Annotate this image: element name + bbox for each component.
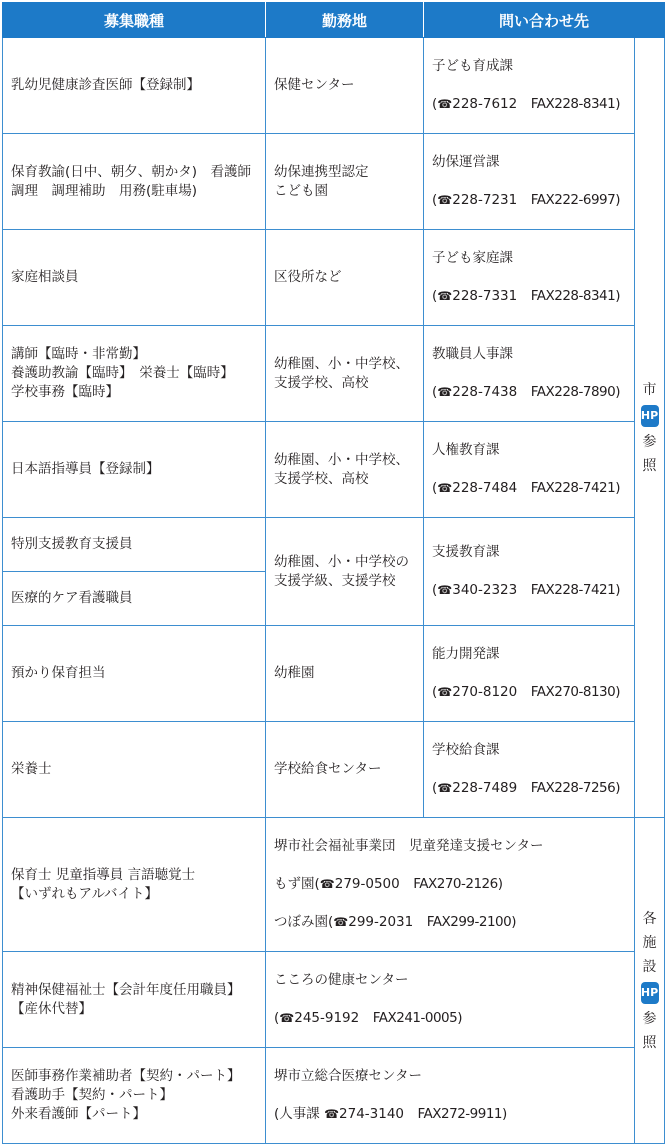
- telephone-icon: ☎: [437, 583, 453, 597]
- fax-number: FAX228-7421: [530, 480, 616, 496]
- telephone-icon: ☎: [324, 1107, 340, 1121]
- phone-number: 228-7484: [452, 480, 518, 496]
- table-row: [3, 818, 665, 952]
- header-job: 募集職種: [3, 3, 266, 38]
- telephone-icon: ☎: [437, 289, 453, 303]
- place-cell: 幼稚園、小・中学校、 支援学校、高校: [266, 422, 424, 518]
- phone-fax-line: (☎228-7438 FAX228-7890): [432, 384, 621, 400]
- dept-name: 子ども育成課: [432, 58, 513, 74]
- phone-number: 228-7489: [452, 780, 518, 796]
- contact-cell: [424, 38, 635, 134]
- phone-fax-line: (☎270-8120 FAX270-8130): [432, 684, 621, 700]
- phone-number: 274-3140: [339, 1106, 405, 1122]
- table-row: [3, 722, 665, 818]
- job-cell: 家庭相談員: [3, 230, 266, 326]
- dept-name: 人権教育課: [432, 442, 500, 458]
- contact-cell: [424, 722, 635, 818]
- phone-number: 299-2031: [348, 914, 414, 930]
- merged-contact-cell: [266, 818, 635, 952]
- table-row: [3, 1048, 665, 1144]
- table-row: [3, 422, 665, 518]
- dept-name: 教職員人事課: [432, 346, 513, 362]
- job-cell: 医師事務作業補助者【契約・パート】 看護助手【契約・パート】 外来看護師【パート】: [3, 1048, 266, 1144]
- city-hp-reference: [635, 38, 665, 818]
- side-char: 照: [642, 457, 657, 474]
- phone-number: 245-9192: [294, 1010, 360, 1026]
- place-cell: 幼稚園: [266, 626, 424, 722]
- job-cell: 精神保健福祉士【会計年度任用職員】 【産休代替】: [3, 952, 266, 1048]
- phone-fax-line: [274, 1009, 634, 1028]
- place-cell: 幼保連携型認定 こども園: [266, 134, 424, 230]
- phone-fax-line: (☎228-7484 FAX228-7421): [432, 480, 621, 496]
- paren-prefix: (: [274, 1010, 280, 1026]
- merged-contact-cell: [266, 952, 635, 1048]
- side-char: 施: [642, 934, 657, 951]
- place-cell: 学校給食センター: [266, 722, 424, 818]
- place-cell: 保健センター: [266, 38, 424, 134]
- telephone-icon: ☎: [437, 97, 453, 111]
- telephone-icon: ☎: [319, 877, 335, 891]
- dept-name: 幼保運営課: [432, 154, 500, 170]
- phone-fax-line: [274, 1105, 634, 1124]
- table-row: [3, 952, 665, 1048]
- phone-fax-line: [274, 875, 634, 894]
- fax-number: FAX241-0005): [372, 1010, 463, 1026]
- place-cell: 幼稚園、小・中学校、 支援学校、高校: [266, 326, 424, 422]
- phone-fax-line: (☎228-7612 FAX228-8341): [432, 96, 621, 112]
- org-name: 堺市社会福祉事業団 児童発達支援センター: [274, 838, 544, 854]
- phone-number: 228-7331: [452, 288, 518, 304]
- place-cell: 区役所など: [266, 230, 424, 326]
- telephone-icon: ☎: [279, 1011, 295, 1025]
- job-cell: 日本語指導員【登録制】: [3, 422, 266, 518]
- table-row: [3, 230, 665, 326]
- dept-name: 能力開発課: [432, 646, 500, 662]
- contact-cell: [424, 230, 635, 326]
- telephone-icon: ☎: [333, 915, 349, 929]
- header-place: 勤務地: [266, 3, 424, 38]
- org-name: 堺市立総合医療センター: [274, 1068, 422, 1084]
- job-cell: 保育士 児童指導員 言語聴覚士 【いずれもアルバイト】: [3, 818, 266, 952]
- dept-name: 支援教育課: [432, 544, 500, 560]
- fax-number: FAX299-2100): [426, 914, 517, 930]
- side-char: 参: [642, 433, 657, 450]
- contact-cell: [424, 326, 635, 422]
- contact-cell: [424, 626, 635, 722]
- telephone-icon: ☎: [437, 385, 453, 399]
- telephone-icon: ☎: [437, 685, 453, 699]
- side-char: 市: [642, 381, 657, 398]
- phone-fax-line: [274, 913, 634, 932]
- table-row: [3, 518, 665, 572]
- contact-cell: [424, 422, 635, 518]
- side-char: 参: [642, 1010, 657, 1027]
- fax-number: FAX228-7421: [530, 582, 616, 598]
- fax-number: FAX272-9911): [417, 1106, 507, 1122]
- table-row: [3, 134, 665, 230]
- fax-number: FAX228-7890: [530, 384, 616, 400]
- paren-prefix: (人事課: [274, 1106, 325, 1122]
- dept-name: 学校給食課: [432, 742, 500, 758]
- phone-fax-line: (☎228-7489 FAX228-7256): [432, 780, 621, 796]
- job-cell: 保育教諭(日中、朝夕、朝かタ) 看護師 調理 調理補助 用務(駐車場): [3, 134, 266, 230]
- side-char: 設: [642, 958, 657, 975]
- table-row: [3, 326, 665, 422]
- facility-name: もず園(: [274, 876, 320, 892]
- job-cell: 特別支援教育支援員: [3, 518, 266, 572]
- place-cell: 幼稚園、小・中学校の 支援学級、支援学校: [266, 518, 424, 626]
- org-name: こころの健康センター: [274, 972, 409, 988]
- contact-cell: [424, 518, 635, 626]
- fax-number: FAX270-2126): [413, 876, 503, 892]
- phone-number: 270-8120: [452, 684, 518, 700]
- job-cell: 講師【臨時・非常勤】 養護助教諭【臨時】 栄養士【臨時】 学校事務【臨時】: [3, 326, 266, 422]
- fax-number: FAX222-6997: [530, 192, 616, 208]
- telephone-icon: ☎: [437, 193, 453, 207]
- fax-number: FAX228-8341: [530, 288, 616, 304]
- fax-number: FAX228-7256: [530, 780, 616, 796]
- merged-contact-cell: [266, 1048, 635, 1144]
- fax-number: FAX228-8341: [530, 96, 616, 112]
- side-char: 照: [642, 1034, 657, 1051]
- telephone-icon: ☎: [437, 481, 453, 495]
- phone-number: 340-2323: [452, 582, 518, 598]
- phone-number: 228-7612: [452, 96, 518, 112]
- dept-name: 子ども家庭課: [432, 250, 513, 266]
- phone-number: 228-7231: [452, 192, 518, 208]
- hp-icon: HP: [641, 982, 659, 1004]
- phone-fax-line: (☎228-7231 FAX222-6997): [432, 192, 621, 208]
- phone-fax-line: (☎228-7331 FAX228-8341): [432, 288, 621, 304]
- table-row: [3, 626, 665, 722]
- telephone-icon: ☎: [437, 781, 453, 795]
- job-cell: 乳幼児健康診査医師【登録制】: [3, 38, 266, 134]
- phone-number: 228-7438: [452, 384, 518, 400]
- fax-number: FAX270-8130: [530, 684, 616, 700]
- table-header-row: [3, 3, 665, 38]
- job-table-container: [2, 2, 664, 1122]
- header-contact: 問い合わせ先: [424, 3, 665, 38]
- table-row: [3, 38, 665, 134]
- side-char: 各: [642, 910, 657, 927]
- facility-hp-reference: [635, 818, 665, 1144]
- facility-name: つぼみ園(: [274, 914, 334, 930]
- contact-cell: [424, 134, 635, 230]
- job-listing-table: [2, 2, 665, 1144]
- phone-number: 279-0500: [334, 876, 400, 892]
- job-cell: 医療的ケア看護職員: [3, 572, 266, 626]
- hp-icon: HP: [641, 405, 659, 427]
- job-cell: 預かり保育担当: [3, 626, 266, 722]
- job-cell: 栄養士: [3, 722, 266, 818]
- phone-fax-line: (☎340-2323 FAX228-7421): [432, 582, 621, 598]
